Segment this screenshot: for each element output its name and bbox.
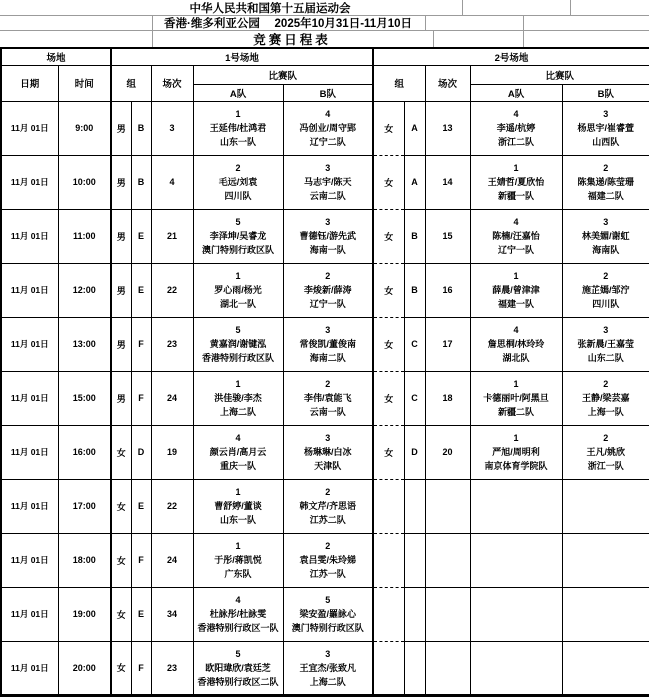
page-title: 竞赛日程表 xyxy=(253,32,331,47)
team-name: 江苏一队 xyxy=(309,569,346,579)
date-cell: 11月 01日 xyxy=(1,641,58,695)
seed-number: 4 xyxy=(325,109,331,119)
gridline xyxy=(570,0,571,15)
court1-team-b-cell xyxy=(283,587,373,641)
team-name: 重庆一队 xyxy=(220,461,257,471)
court2-match-no-cell: 18 xyxy=(425,371,470,425)
seed-number: 1 xyxy=(513,163,519,173)
seed-number: 2 xyxy=(325,271,331,281)
seed-number: 1 xyxy=(235,271,241,281)
seed-number: 2 xyxy=(603,433,609,443)
court1-gender-cell: 男 xyxy=(111,101,131,155)
team-name: 辽宁一队 xyxy=(498,245,535,255)
table-row xyxy=(1,101,649,155)
court1-team-a-cell xyxy=(193,209,283,263)
player-names: 冯创业/周守郢 xyxy=(299,123,357,133)
court2-team-b-cell xyxy=(562,371,649,425)
court2-team-a-cell xyxy=(470,479,562,533)
team-name: 南京体育学院队 xyxy=(484,461,548,471)
court2-match-no-cell: 17 xyxy=(425,317,470,371)
team-name: 天津队 xyxy=(314,461,342,471)
court1-team-a-cell xyxy=(193,317,283,371)
player-names: 王静/梁芸嘉 xyxy=(582,393,630,403)
court1-match-no-cell: 4 xyxy=(151,155,193,209)
team-name: 广东队 xyxy=(224,569,252,579)
title-block xyxy=(0,0,649,47)
court2-group-cell: C xyxy=(404,317,425,371)
team-name: 山东二队 xyxy=(587,353,624,363)
court1-match-no-cell: 24 xyxy=(151,371,193,425)
team-name: 四川队 xyxy=(592,299,620,309)
court2-gender-cell: 女 xyxy=(373,317,404,371)
team-a-header-court2: A队 xyxy=(470,84,562,101)
time-cell: 13:00 xyxy=(58,317,111,371)
court1-match-no-cell: 34 xyxy=(151,587,193,641)
schedule-body xyxy=(1,101,649,695)
player-names: 曹德钰/游先武 xyxy=(299,231,357,241)
date-header: 日期 xyxy=(1,65,58,101)
match-no-header-court2: 场次 xyxy=(425,65,470,101)
time-cell: 9:00 xyxy=(58,101,111,155)
team-name: 新疆二队 xyxy=(498,407,535,417)
seed-number: 3 xyxy=(325,325,331,335)
event-title: 中华人民共和国第十五届运动会 xyxy=(189,2,351,15)
seed-number: 3 xyxy=(603,217,609,227)
court2-group-cell: B xyxy=(404,209,425,263)
court1-team-a-cell xyxy=(193,587,283,641)
date-cell: 11月 01日 xyxy=(1,101,58,155)
match-no-header-court1: 场次 xyxy=(151,65,193,101)
seed-number: 1 xyxy=(513,433,519,443)
player-names: 陈集递/陈莹珊 xyxy=(577,177,635,187)
court2-team-a-cell xyxy=(470,641,562,695)
player-names: 曹舒婷/董谈 xyxy=(214,501,262,511)
team-name: 湖北一队 xyxy=(220,299,257,309)
seed-number: 2 xyxy=(325,541,331,551)
player-names: 黄嘉润/谢键泓 xyxy=(209,339,267,349)
time-cell: 19:00 xyxy=(58,587,111,641)
player-names: 韩文芹/齐思语 xyxy=(299,501,357,511)
time-header: 时间 xyxy=(58,65,111,101)
court2-group-cell: A xyxy=(404,101,425,155)
date-cell: 11月 01日 xyxy=(1,317,58,371)
court1-group-cell: F xyxy=(131,371,151,425)
court1-group-cell: B xyxy=(131,101,151,155)
seed-number: 4 xyxy=(513,109,519,119)
time-cell: 17:00 xyxy=(58,479,111,533)
player-names: 李焌新/薛涛 xyxy=(304,285,352,295)
court1-gender-cell: 男 xyxy=(111,209,131,263)
player-names: 杜詠彤/杜詠雯 xyxy=(209,609,267,619)
court2-gender-cell: 女 xyxy=(373,101,404,155)
player-names: 陈楠/汪嘉怡 xyxy=(492,231,540,241)
seed-number: 2 xyxy=(325,487,331,497)
court1-team-b-cell xyxy=(283,533,373,587)
court2-match-no-cell: 14 xyxy=(425,155,470,209)
venue-dates-title: 香港·维多利亚公园 2025年10月31日-11月10日 xyxy=(164,17,412,30)
team-name: 上海二队 xyxy=(220,407,257,417)
court2-match-no-cell xyxy=(425,641,470,695)
court1-team-a-cell xyxy=(193,371,283,425)
court2-group-cell xyxy=(404,533,425,587)
court2-team-a-cell xyxy=(470,101,562,155)
player-names: 马志宇/陈天 xyxy=(304,177,352,187)
seed-number: 1 xyxy=(513,271,519,281)
date-cell: 11月 01日 xyxy=(1,533,58,587)
player-names: 王宜杰/张致凡 xyxy=(299,662,357,673)
seed-number: 2 xyxy=(603,379,609,389)
seed-number: 4 xyxy=(235,595,241,605)
player-names: 毛远/刘袁 xyxy=(218,177,258,187)
court2-team-b-cell xyxy=(562,317,649,371)
court2-team-b-cell xyxy=(562,533,649,587)
group-header-court1: 组 xyxy=(111,65,151,101)
court2-team-b-cell xyxy=(562,587,649,641)
court2-team-a-cell xyxy=(470,155,562,209)
court1-group-cell: E xyxy=(131,587,151,641)
gridline xyxy=(433,30,434,47)
team-name: 福建一队 xyxy=(498,299,535,309)
court1-group-cell: E xyxy=(131,209,151,263)
seed-number: 3 xyxy=(325,217,331,227)
court1-team-b-cell xyxy=(283,101,373,155)
player-names: 李泽坤/吴睿龙 xyxy=(209,231,267,241)
team-name: 海南一队 xyxy=(309,245,346,255)
court1-gender-cell: 男 xyxy=(111,371,131,425)
court2-gender-cell xyxy=(373,479,404,533)
team-name: 香港特别行政区一队 xyxy=(197,623,279,633)
time-cell: 20:00 xyxy=(58,641,111,695)
court2-gender-cell: 女 xyxy=(373,263,404,317)
seed-number: 4 xyxy=(235,433,241,443)
player-names: 林美媚/谢虹 xyxy=(582,231,630,241)
court1-team-b-cell xyxy=(283,641,373,695)
court1-match-no-cell: 19 xyxy=(151,425,193,479)
court1-group-cell: E xyxy=(131,263,151,317)
seed-number: 2 xyxy=(235,163,241,173)
court2-gender-cell: 女 xyxy=(373,155,404,209)
team-name: 山东一队 xyxy=(220,515,257,525)
team-name: 香港特别行政区二队 xyxy=(197,676,279,687)
court2-team-a-cell xyxy=(470,263,562,317)
court2-gender-cell: 女 xyxy=(373,425,404,479)
seed-number: 1 xyxy=(235,109,241,119)
court2-team-b-cell xyxy=(562,641,649,695)
table-row xyxy=(1,587,649,641)
date-cell: 11月 01日 xyxy=(1,371,58,425)
seed-number: 2 xyxy=(325,379,331,389)
court1-gender-cell: 女 xyxy=(111,641,131,695)
seed-number: 5 xyxy=(235,325,241,335)
court1-team-b-cell xyxy=(283,209,373,263)
player-names: 詹思桐/林玲玲 xyxy=(487,339,545,349)
court1-gender-cell: 女 xyxy=(111,479,131,533)
court2-team-a-cell xyxy=(470,209,562,263)
venue-header: 场地 xyxy=(1,48,111,65)
court2-gender-cell xyxy=(373,587,404,641)
court2-team-a-cell xyxy=(470,587,562,641)
time-cell: 10:00 xyxy=(58,155,111,209)
court2-gender-cell: 女 xyxy=(373,371,404,425)
court2-gender-cell xyxy=(373,641,404,695)
court2-gender-cell: 女 xyxy=(373,209,404,263)
team-name: 上海一队 xyxy=(587,407,624,417)
court2-team-a-cell xyxy=(470,533,562,587)
court2-group-cell: A xyxy=(404,155,425,209)
court1-team-b-cell xyxy=(283,317,373,371)
court1-gender-cell: 女 xyxy=(111,425,131,479)
player-names: 李遥/杭婷 xyxy=(496,123,536,133)
date-cell: 11月 01日 xyxy=(1,425,58,479)
gridline xyxy=(462,0,463,15)
team-b-header-court1: B队 xyxy=(283,84,373,101)
court2-gender-cell xyxy=(373,533,404,587)
court1-group-cell: D xyxy=(131,425,151,479)
court1-group-cell: F xyxy=(131,533,151,587)
court1-team-b-cell xyxy=(283,371,373,425)
court1-match-no-cell: 23 xyxy=(151,317,193,371)
court1-team-a-cell xyxy=(193,155,283,209)
table-row xyxy=(1,317,649,371)
court2-match-no-cell xyxy=(425,587,470,641)
seed-number: 5 xyxy=(235,648,241,659)
court1-gender-cell: 男 xyxy=(111,263,131,317)
team-name: 江苏二队 xyxy=(309,515,346,525)
court2-team-b-cell xyxy=(562,425,649,479)
team-name: 上海二队 xyxy=(309,676,346,687)
court1-team-b-cell xyxy=(283,425,373,479)
time-cell: 18:00 xyxy=(58,533,111,587)
player-names: 梁安盈/羅詠心 xyxy=(299,609,357,619)
teams-header-court2: 比赛队 xyxy=(470,65,649,84)
player-names: 严旭/周明利 xyxy=(492,447,540,457)
court2-group-cell: D xyxy=(404,425,425,479)
team-name: 海南二队 xyxy=(309,353,346,363)
seed-number: 4 xyxy=(513,217,519,227)
court1-team-a-cell xyxy=(193,425,283,479)
team-a-header-court1: A队 xyxy=(193,84,283,101)
court2-team-b-cell xyxy=(562,101,649,155)
seed-number: 3 xyxy=(325,648,331,659)
time-cell: 12:00 xyxy=(58,263,111,317)
date-cell: 11月 01日 xyxy=(1,209,58,263)
gridline xyxy=(0,30,649,31)
team-name: 浙江二队 xyxy=(498,137,535,147)
player-names: 卡德丽叶/阿黑旦 xyxy=(483,393,549,403)
seed-number: 3 xyxy=(325,163,331,173)
player-names: 于彤/蒋凯悦 xyxy=(214,555,262,565)
gridline xyxy=(523,30,524,47)
court2-match-no-cell: 15 xyxy=(425,209,470,263)
seed-number: 1 xyxy=(235,379,241,389)
court2-team-a-cell xyxy=(470,425,562,479)
player-names: 王婧哲/夏欣怡 xyxy=(487,177,545,187)
seed-number: 2 xyxy=(603,163,609,173)
gridline xyxy=(152,15,153,30)
court1-match-no-cell: 3 xyxy=(151,101,193,155)
court1-gender-cell: 男 xyxy=(111,317,131,371)
time-cell: 15:00 xyxy=(58,371,111,425)
court2-match-no-cell xyxy=(425,479,470,533)
team-name: 湖北队 xyxy=(502,353,530,363)
court1-team-a-cell xyxy=(193,641,283,695)
court2-team-b-cell xyxy=(562,263,649,317)
table-row xyxy=(1,425,649,479)
seed-number: 3 xyxy=(603,109,609,119)
seed-number: 1 xyxy=(513,379,519,389)
team-name: 澳门特别行政区队 xyxy=(202,245,275,255)
court2-group-cell xyxy=(404,587,425,641)
team-name: 香港特别行政区队 xyxy=(202,353,275,363)
time-cell: 16:00 xyxy=(58,425,111,479)
team-name: 山西队 xyxy=(592,137,620,147)
seed-number: 5 xyxy=(235,217,241,227)
court2-team-b-cell xyxy=(562,209,649,263)
player-names: 王凡/姚欣 xyxy=(586,447,626,457)
court1-group-cell: E xyxy=(131,479,151,533)
gridline xyxy=(0,15,649,16)
player-names: 施芷嫣/邹泞 xyxy=(582,285,630,295)
date-cell: 11月 01日 xyxy=(1,155,58,209)
court2-team-b-cell xyxy=(562,479,649,533)
date-cell: 11月 01日 xyxy=(1,479,58,533)
table-row xyxy=(1,155,649,209)
court1-match-no-cell: 22 xyxy=(151,479,193,533)
court1-match-no-cell: 21 xyxy=(151,209,193,263)
court1-match-no-cell: 22 xyxy=(151,263,193,317)
court1-group-cell: F xyxy=(131,641,151,695)
team-name: 云南二队 xyxy=(309,191,346,201)
court2-header: 2号场地 xyxy=(373,48,649,65)
court1-gender-cell: 女 xyxy=(111,533,131,587)
gridline xyxy=(425,15,426,30)
teams-header-court1: 比赛队 xyxy=(193,65,373,84)
table-row xyxy=(1,641,649,695)
table-row xyxy=(1,209,649,263)
court1-team-a-cell xyxy=(193,263,283,317)
team-name: 海南队 xyxy=(592,245,620,255)
date-cell: 11月 01日 xyxy=(1,263,58,317)
team-name: 澳门特别行政区队 xyxy=(291,623,364,633)
court1-team-a-cell xyxy=(193,101,283,155)
team-name: 四川队 xyxy=(224,191,252,201)
table-row xyxy=(1,533,649,587)
court2-group-cell xyxy=(404,479,425,533)
court2-match-no-cell: 16 xyxy=(425,263,470,317)
player-names: 薛晨/曾津津 xyxy=(492,285,540,295)
player-names: 杨思宇/崔睿萱 xyxy=(577,123,635,133)
court1-team-a-cell xyxy=(193,533,283,587)
court2-group-cell xyxy=(404,641,425,695)
table-row xyxy=(1,371,649,425)
team-name: 山东一队 xyxy=(220,137,257,147)
date-cell: 11月 01日 xyxy=(1,587,58,641)
team-name: 辽宁一队 xyxy=(309,299,346,309)
court1-gender-cell: 男 xyxy=(111,155,131,209)
court1-match-no-cell: 24 xyxy=(151,533,193,587)
court2-team-a-cell xyxy=(470,317,562,371)
court1-header: 1号场地 xyxy=(111,48,373,65)
player-names: 洪佳骏/李杰 xyxy=(214,393,262,403)
player-names: 袁吕雯/朱玲娣 xyxy=(299,555,357,565)
player-names: 杨琳琳/白冰 xyxy=(304,447,352,457)
court2-group-cell: B xyxy=(404,263,425,317)
player-names: 欧阳瑋欣/袁廷芝 xyxy=(205,662,271,673)
team-name: 云南一队 xyxy=(309,407,346,417)
court1-team-a-cell xyxy=(193,479,283,533)
seed-number: 1 xyxy=(235,541,241,551)
team-name: 浙江一队 xyxy=(587,461,624,471)
court2-match-no-cell: 13 xyxy=(425,101,470,155)
seed-number: 1 xyxy=(235,487,241,497)
group-header-court2: 组 xyxy=(373,65,425,101)
court1-team-b-cell xyxy=(283,479,373,533)
player-names: 张新晨/王嘉莹 xyxy=(577,339,635,349)
player-names: 罗心雨/杨光 xyxy=(214,285,262,295)
seed-number: 5 xyxy=(325,595,331,605)
court2-match-no-cell xyxy=(425,533,470,587)
player-names: 王延伟/杜鸿君 xyxy=(209,123,267,133)
time-cell: 11:00 xyxy=(58,209,111,263)
team-name: 福建二队 xyxy=(587,191,624,201)
court1-gender-cell: 女 xyxy=(111,587,131,641)
seed-number: 2 xyxy=(603,271,609,281)
court2-team-b-cell xyxy=(562,155,649,209)
seed-number: 3 xyxy=(325,433,331,443)
court2-group-cell: C xyxy=(404,371,425,425)
court1-team-b-cell xyxy=(283,155,373,209)
team-name: 新疆一队 xyxy=(498,191,535,201)
table-row xyxy=(1,263,649,317)
team-name: 辽宁二队 xyxy=(309,137,346,147)
court2-team-a-cell xyxy=(470,371,562,425)
player-names: 颜云肖/高月云 xyxy=(209,447,267,457)
gridline xyxy=(152,30,153,47)
player-names: 常俊凯/董俊南 xyxy=(299,339,357,349)
court1-group-cell: B xyxy=(131,155,151,209)
court1-team-b-cell xyxy=(283,263,373,317)
seed-number: 3 xyxy=(603,325,609,335)
table-row xyxy=(1,479,649,533)
team-b-header-court2: B队 xyxy=(562,84,649,101)
seed-number: 4 xyxy=(513,325,519,335)
court2-match-no-cell: 20 xyxy=(425,425,470,479)
player-names: 李伟/袁能飞 xyxy=(304,393,352,403)
schedule-table xyxy=(0,47,649,697)
court1-match-no-cell: 23 xyxy=(151,641,193,695)
gridline xyxy=(523,15,524,30)
court1-group-cell: F xyxy=(131,317,151,371)
